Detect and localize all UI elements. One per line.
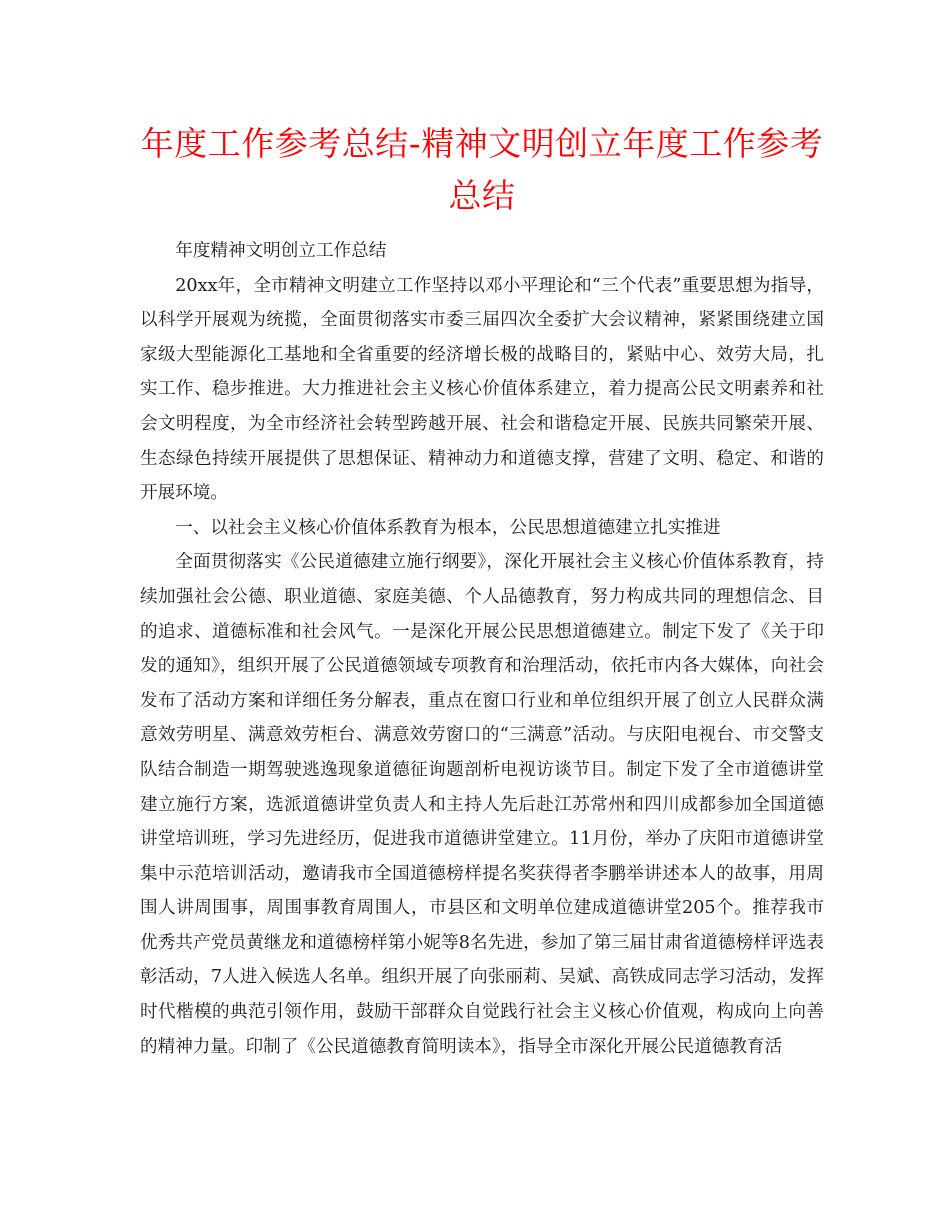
paragraph-subtitle: 年度精神文明创立工作总结 [175,241,387,261]
section-heading-1: 一、以社会主义核心价值体系教育为根本，公民思想道德建立扎实推进 [175,517,721,538]
document-title: 年度工作参考总结-精神文明创立年度工作参考总结 [140,124,824,215]
paragraph-intro: 20xx年，全市精神文明建立工作坚持以邓小平理论和“三个代表”重要思想为指导，以科学开展观为统揽，全面贯彻落实市委三届四次全委扩大会议精神，紧紧围绕建立国家级大型能源化工基地和全省重要的经济增长极的战略目的，紧贴中心、效劳大局，扎实工作、稳步推进。大力推进社会主义核心价值体系建立，着力提高公民文明素养和社会文明程度，为全市经济社会转型跨越开展、社会和谐稳定开展、民族共同繁荣开展、生态绿色持续开展提供了思想保证、精神动力和道德支撑，营建了文明、稳定、和谐的开展环境。 [140,275,824,504]
paragraph-section-1: 全面贯彻落实《公民道德建立施行纲要》，深化开展社会主义核心价值体系教育，持续加强社会公德、职业道德、家庭美德、个人品德教育，努力构成共同的理想信念、目的追求、道德标准和社会风气。一是深化开展公民思想道德建立。制定下发了《关于印发的通知》，组织开展了公民道德领域专项教育和治理活动，依托市内各大媒体，向社会发布了活动方案和详细任务分解表，重点在窗口行业和单位组织开展了创立人民群众满意效劳明星、满意效劳柜台、满意效劳窗口的“三满意”活动。与庆阳电视台、市交警支队结合制造一期驾驶逃逸现象道德征询题剖析电视访谈节目。制定下发了全市道德讲堂建立施行方案，选派道德讲堂负责人和主持人先后赴江苏常州和四川成都参加全国道德讲堂培训班，学习先进经历，促进我市道德讲堂建立。11月份，举办了庆阳市道德讲堂集中示范培训活动，邀请我市全国道德榜样提名奖获得者李鹏举讲述本人的故事，用周围人讲周围事，周围事教育周围人，市县区和文明单位建成道德讲堂205个。推荐我市优秀共产党员黄继龙和道德榜样第小妮等8名先进，参加了第三届甘肃省道德榜样评选表彰活动，7人进入候选人名单。组织开展了向张丽莉、吴斌、高铁成同志学习活动，发挥时代楷模的典范引领作用，鼓励干部群众自觉践行社会主义核心价值观，构成向上向善的精神力量。印制了《公民道德教育简明读本》，指导全市深化开展公民道德教育活 [140,552,824,1057]
